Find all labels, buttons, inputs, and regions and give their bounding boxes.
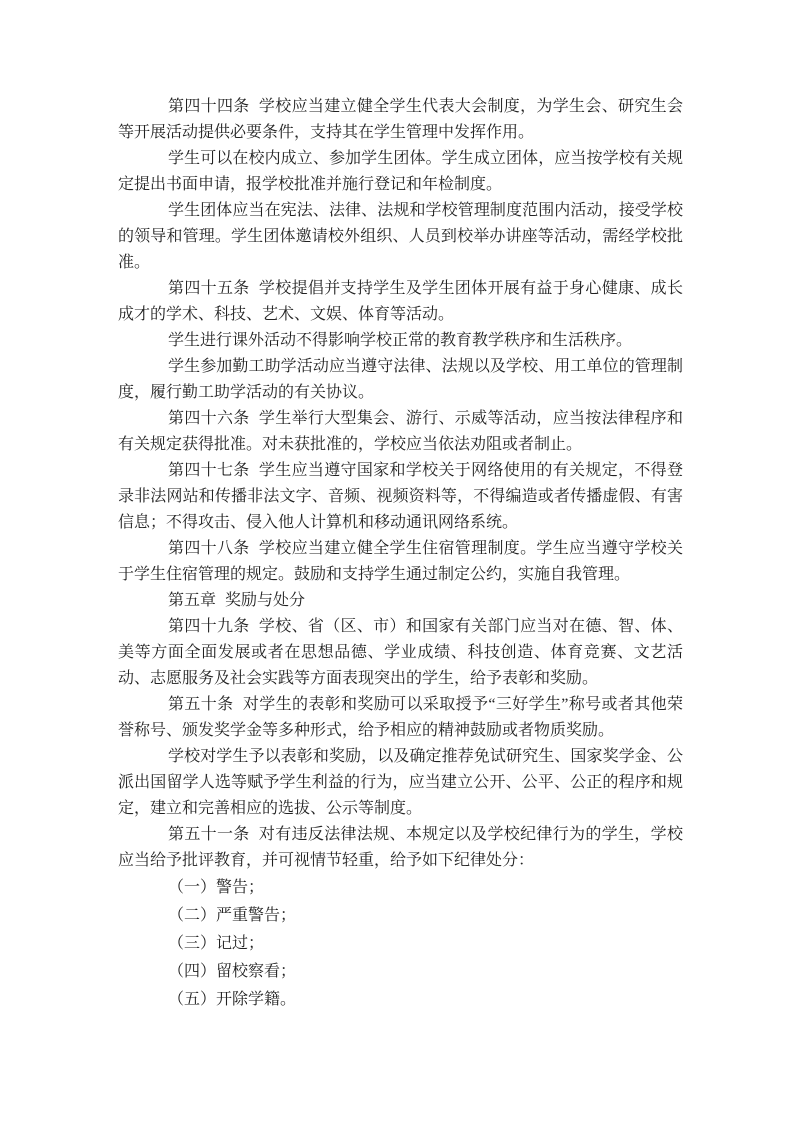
paragraph: 第四十八条 学校应当建立健全学生住宿管理制度。学生应当遵守学校关于学生住宿管理的规定。鼓励和支持学生通过制定公约，实施自我管理。 — [118, 540, 683, 583]
list-item: （三）记过； — [168, 935, 265, 952]
list-item: （二）严重警告； — [168, 907, 297, 924]
paragraph: 第四十四条 学校应当建立健全学生代表大会制度，为学生会、研究生会等开展活动提供必要条件，支持其在学生管理中发挥作用。 — [118, 98, 683, 141]
paragraph: 第四十六条 学生举行大型集会、游行、示威等活动，应当按法律程序和有关规定获得批准。对未获批准的，学校应当依法劝阻或者制止。 — [118, 410, 683, 453]
paragraph: 学生团体应当在宪法、法律、法规和学校管理制度范围内活动，接受学校的领导和管理。学生团体邀请校外组织、人员到校举办讲座等活动，需经学校批准。 — [118, 202, 683, 271]
paragraph: 学生进行课外活动不得影响学校正常的教育教学秩序和生活秩序。 — [168, 332, 633, 349]
chapter-heading: 第五章 奖励与处分 — [168, 592, 306, 609]
list-item: （一）警告； — [168, 879, 265, 896]
list-item: （五）开除学籍。 — [168, 991, 297, 1008]
paragraph: 第五十条 对学生的表彰和奖励可以采取授予“三好学生”称号或者其他荣誉称号、颁发奖学金等多种形式，给予相应的精神鼓励或者物质奖励。 — [118, 696, 683, 739]
paragraph: 第四十五条 学校提倡并支持学生及学生团体开展有益于身心健康、成长成才的学术、科技、艺术、文娱、体育等活动。 — [118, 280, 683, 323]
list-item: （四）留校察看； — [168, 963, 297, 980]
paragraph: 第五十一条 对有违反法律法规、本规定以及学校纪律行为的学生，学校应当给予批评教育，并可视情节轻重，给予如下纪律处分： — [118, 826, 683, 869]
document-body — [118, 94, 683, 1014]
paragraph: 第四十七条 学生应当遵守国家和学校关于网络使用的有关规定，不得登录非法网站和传播非法文字、音频、视频资料等，不得编造或者传播虚假、有害信息；不得攻击、侵入他人计算机和移动通讯网络系统。 — [118, 462, 683, 531]
paragraph: 学生可以在校内成立、参加学生团体。学生成立团体，应当按学校有关规定提出书面申请，报学校批准并施行登记和年检制度。 — [118, 150, 683, 193]
paragraph: 学校对学生予以表彰和奖励，以及确定推荐免试研究生、国家奖学金、公派出国留学人选等赋予学生利益的行为，应当建立公开、公平、公正的程序和规定，建立和完善相应的选拔、公示等制度。 — [118, 748, 683, 817]
paragraph: 学生参加勤工助学活动应当遵守法律、法规以及学校、用工单位的管理制度，履行勤工助学活动的有关协议。 — [118, 358, 683, 401]
paragraph: 第四十九条 学校、省（区、市）和国家有关部门应当对在德、智、体、美等方面全面发展或者在思想品德、学业成绩、科技创造、体育竞赛、文艺活动、志愿服务及社会实践等方面表现突出的学生，给予表彰和奖励。 — [118, 618, 683, 687]
